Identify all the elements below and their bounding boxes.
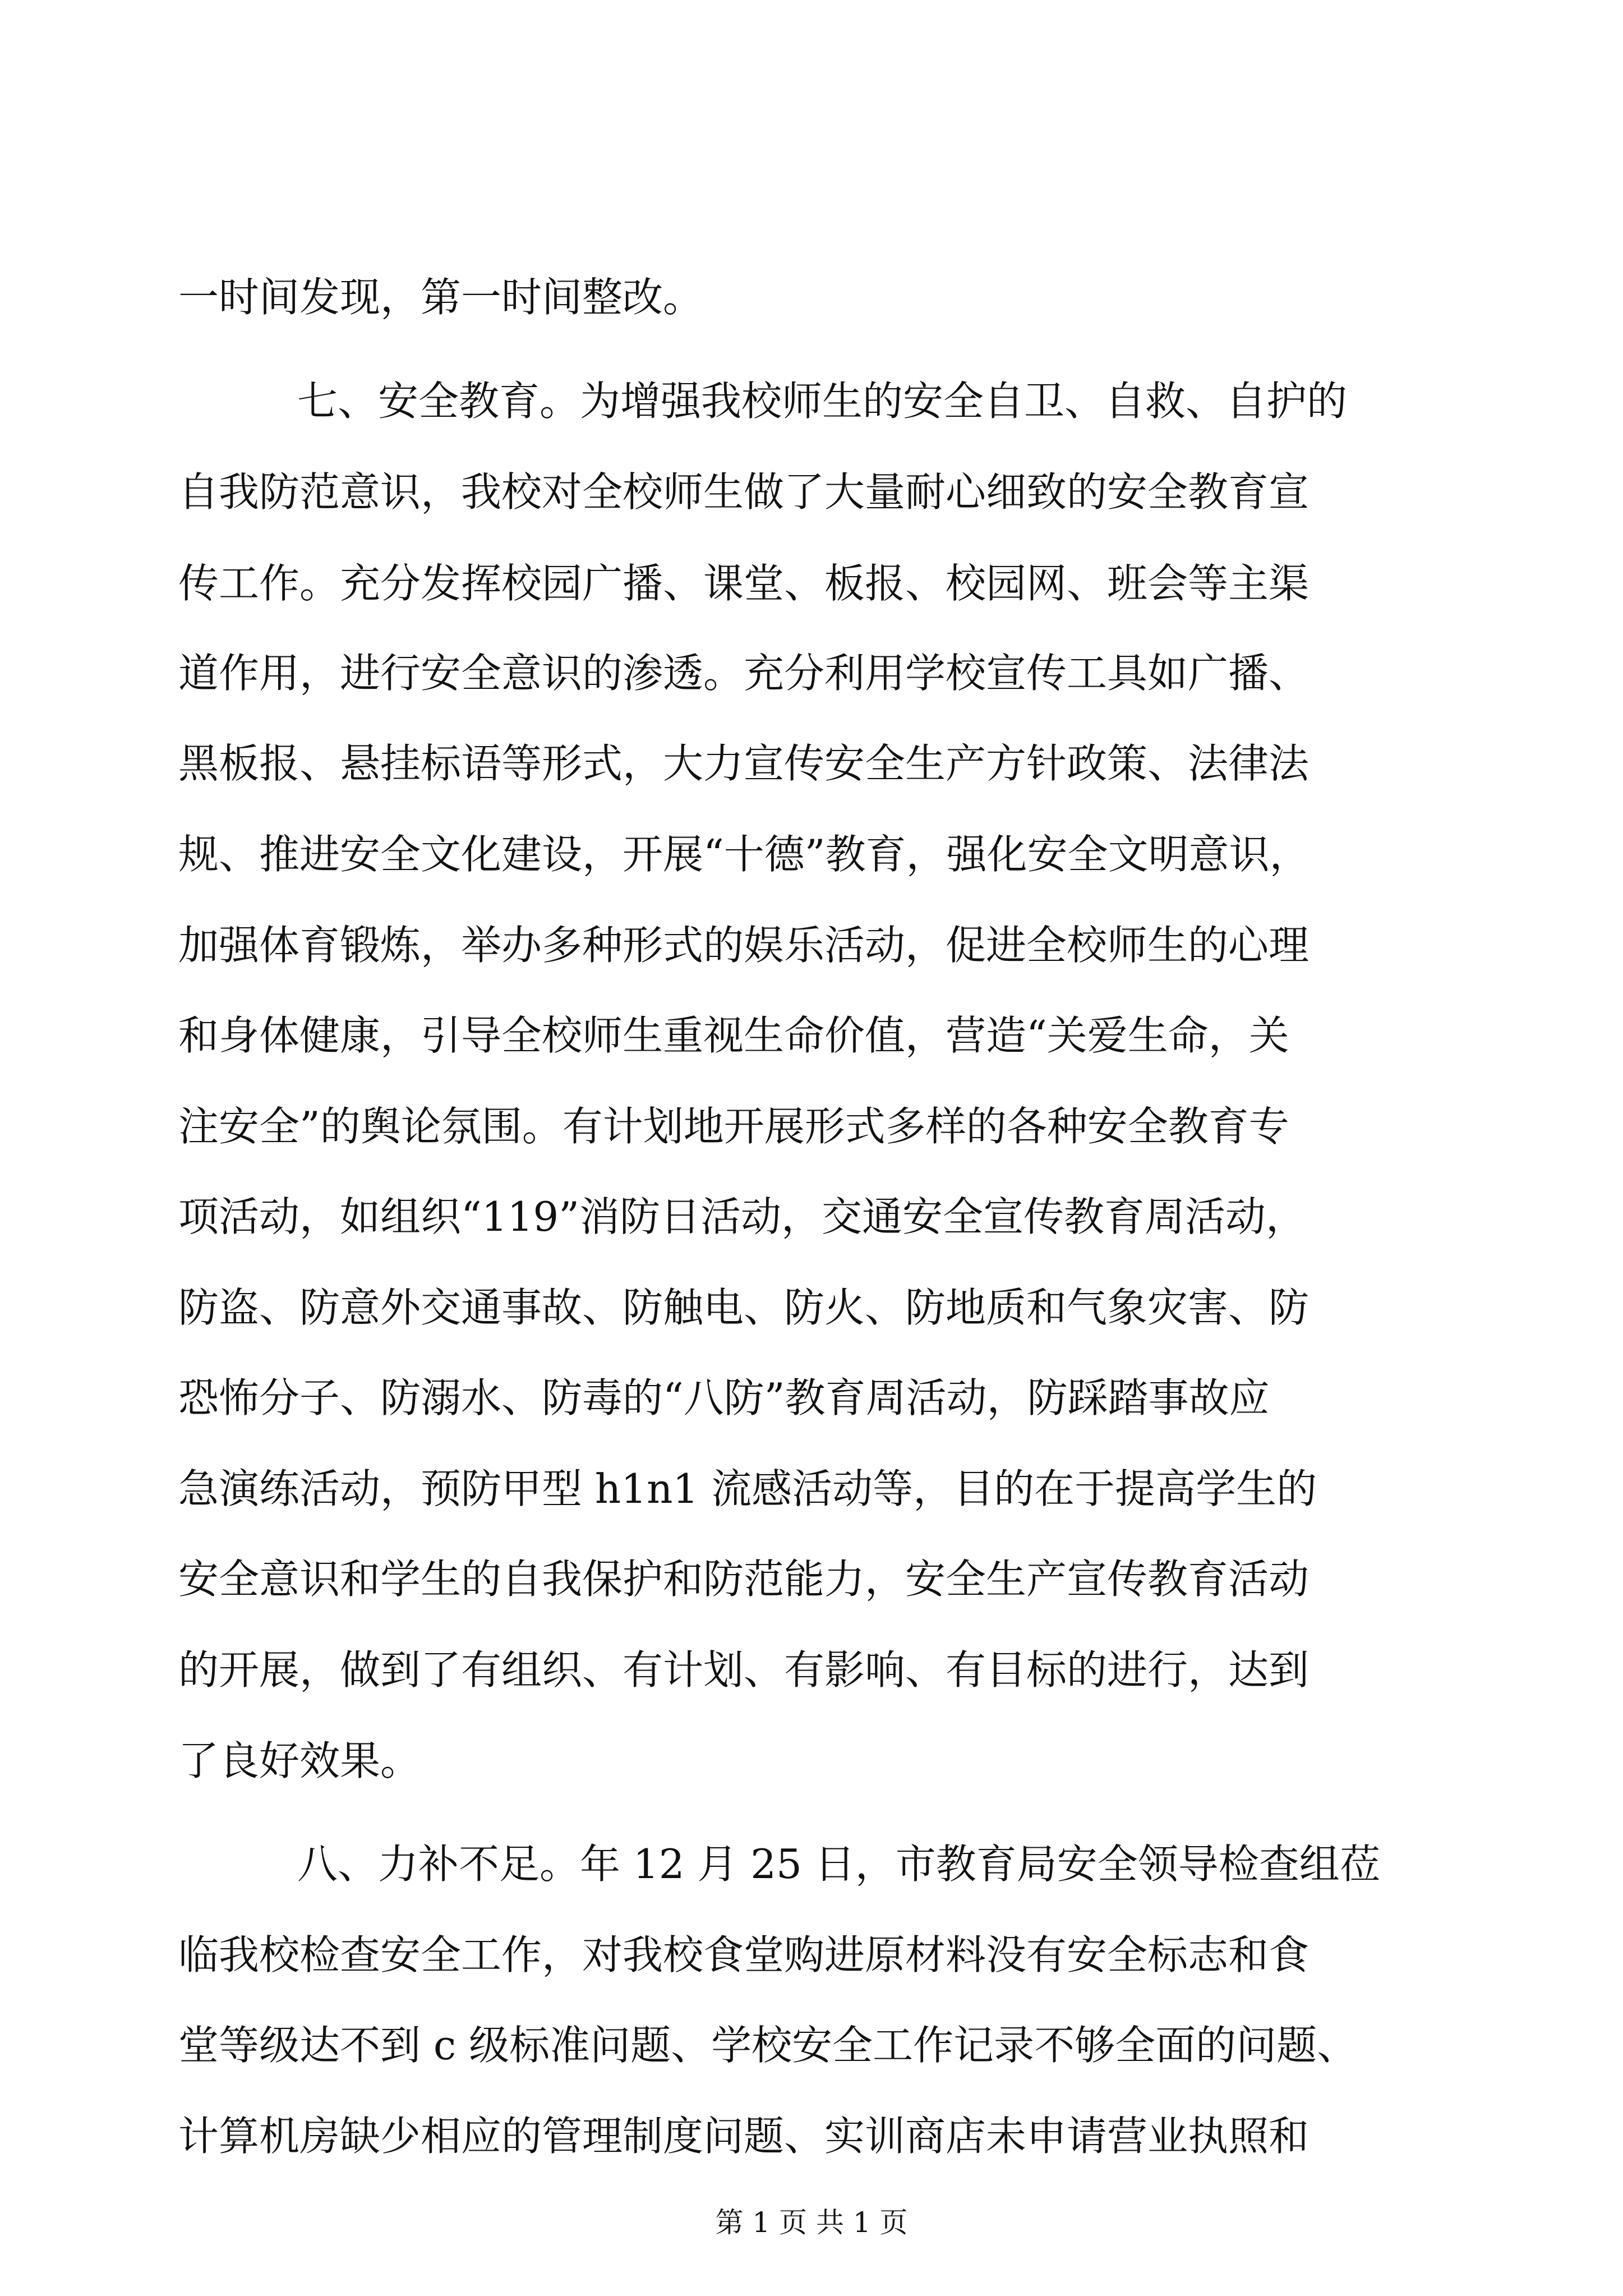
text-line bbox=[0, 648, 1623, 698]
text-line bbox=[0, 467, 1623, 517]
line-text: 急演练活动，预防甲型 h1n1 流感活动等，目的在于提高学生的 bbox=[178, 1465, 1317, 1512]
line-text: 七、安全教育。为增强我校师生的安全自卫、自救、自护的 bbox=[297, 378, 1348, 425]
text-line bbox=[0, 738, 1623, 789]
line-text: 防盗、防意外交通事故、防触电、防火、防地质和气象灾害、防 bbox=[178, 1284, 1310, 1331]
text-line bbox=[0, 1373, 1623, 1423]
line-text: 恐怖分子、防溺水、防毒的“八防”教育周活动，防踩踏事故应 bbox=[178, 1374, 1270, 1421]
line-text: 了良好效果。 bbox=[178, 1737, 421, 1784]
line-text: 计算机房缺少相应的管理制度问题、实训商店未申请营业执照和 bbox=[178, 2113, 1310, 2160]
line-text: 安全意识和学生的自我保护和防范能力，安全生产宣传教育活动 bbox=[178, 1556, 1310, 1603]
text-line bbox=[0, 2111, 1623, 2161]
line-text: 自我防范意识，我校对全校师生做了大量耐心细致的安全教育宣 bbox=[178, 468, 1310, 516]
text-line bbox=[0, 1282, 1623, 1333]
line-text: 堂等级达不到 c 级标准问题、学校安全工作记录不够全面的问题、 bbox=[178, 2022, 1358, 2069]
text-line bbox=[0, 558, 1623, 609]
text-line bbox=[0, 920, 1623, 970]
text-line bbox=[0, 1930, 1623, 1980]
text-line bbox=[0, 1010, 1623, 1061]
text-line bbox=[0, 1839, 1623, 1889]
text-line bbox=[0, 829, 1623, 880]
line-text: 黑板报、悬挂标语等形式，大力宣传安全生产方针政策、法律法 bbox=[178, 740, 1310, 787]
text-line bbox=[0, 1101, 1623, 1152]
line-text: 规、推进安全文化建设，开展“十德”教育，强化安全文明意识， bbox=[178, 831, 1310, 878]
text-line bbox=[0, 1645, 1623, 1695]
page-footer: 第 1 页 共 1 页 bbox=[715, 2206, 908, 2239]
line-text: 传工作。充分发挥校园广播、课堂、板报、校园网、班会等主渠 bbox=[178, 560, 1310, 607]
text-line bbox=[0, 1464, 1623, 1514]
line-text: 一时间发现，第一时间整改。 bbox=[178, 274, 704, 321]
line-text: 临我校检查安全工作，对我校食堂购进原材料没有安全标志和食 bbox=[178, 1931, 1310, 1978]
line-text: 道作用，进行安全意识的渗透。充分利用学校宣传工具如广播、 bbox=[178, 650, 1310, 697]
text-line bbox=[0, 1736, 1623, 1786]
text-line bbox=[0, 2020, 1623, 2070]
text-line bbox=[0, 1554, 1623, 1604]
text-line bbox=[0, 1191, 1623, 1242]
line-text: 注安全”的舆论氛围。有计划地开展形式多样的各种安全教育专 bbox=[178, 1103, 1289, 1150]
line-text: 项活动，如组织“119”消防日活动，交通安全宣传教育周活动， bbox=[178, 1193, 1307, 1240]
text-line bbox=[0, 272, 1623, 323]
line-text: 的开展，做到了有组织、有计划、有影响、有目标的进行，达到 bbox=[178, 1646, 1310, 1694]
line-text: 加强体育锻炼，举办多种形式的娱乐活动，促进全校师生的心理 bbox=[178, 922, 1310, 969]
line-text: 八、力补不足。年 12 月 25 日，市教育局安全领导检查组莅 bbox=[297, 1841, 1380, 1888]
text-line bbox=[0, 376, 1623, 426]
line-text: 和身体健康，引导全校师生重视生命价值，营造“关爱生命，关 bbox=[178, 1012, 1289, 1059]
